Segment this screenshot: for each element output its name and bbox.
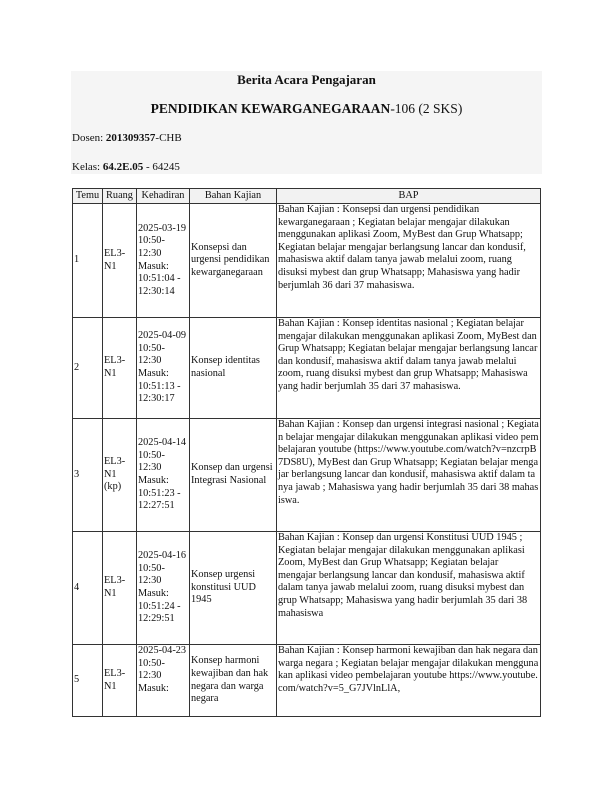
header-ruang: Ruang bbox=[103, 189, 137, 204]
cell-bahan-kajian: Konsepsi dan urgensi pendidikan kewarganegaraan bbox=[190, 204, 277, 318]
cell-kehadiran: 2025-04-23 10:50-12:30 Masuk: bbox=[137, 645, 190, 717]
cell-bap: Bahan Kajian : Konsep dan urgensi integrasi nasional ; Kegiatan belajar mengajar dilakukan menggunakan aplikasi video pembelajaran youtube (https://www.youtube.com/watch?v=nzcrpB7DS8U), MyBest dan Grup Whatsapp; Kegiatan belajar mengajar berlangsung lancar dan kondusif, mahasiswa aktif dalam tanya jawab ; Mahasiswa yang hadir berjumlah 35 dari 38 mahasiswa. bbox=[277, 419, 541, 532]
course-name: PENDIDIKAN KEWARGANEGARAAN bbox=[150, 101, 391, 116]
table-row bbox=[73, 645, 541, 717]
dosen-line bbox=[72, 132, 182, 144]
cell-bap: Bahan Kajian : Konsep dan urgensi Konstitusi UUD 1945 ; Kegiatan belajar mengajar dilakukan menggunakan aplikasi Zoom, MyBest dan Grup Whatsapp; Kegiatan belajar mengajar berlangsung lancar dan kondusif, mahasiswa aktif dalam tanya jawab melalui zoom, ruang disuksi mybest dan grup Whatsapp; Mahasiswa yang hadir berjumlah 35 dari 38 mahasiswa bbox=[277, 532, 541, 645]
kelas-label: Kelas: bbox=[72, 161, 103, 173]
cell-kehadiran: 2025-04-16 10:50-12:30 Masuk: 10:51:24 - 12:29:51 bbox=[137, 532, 190, 645]
table-row bbox=[73, 204, 541, 318]
cell-bahan-kajian: Konsep harmoni kewajiban dan hak negara dan warga negara bbox=[190, 645, 277, 717]
cell-kehadiran: 2025-04-14 10:50-12:30 Masuk: 10:51:23 - 12:27:51 bbox=[137, 419, 190, 532]
cell-ruang: EL3-N1 (kp) bbox=[103, 419, 137, 532]
course-suffix: -106 (2 SKS) bbox=[390, 101, 463, 116]
dosen-label: Dosen: bbox=[72, 132, 106, 144]
dosen-suffix: -CHB bbox=[155, 132, 182, 144]
cell-ruang: EL3-N1 bbox=[103, 532, 137, 645]
table-row bbox=[73, 318, 541, 419]
cell-bahan-kajian: Konsep identitas nasional bbox=[190, 318, 277, 419]
cell-ruang: EL3-N1 bbox=[103, 204, 137, 318]
cell-temu: 1 bbox=[73, 204, 103, 318]
cell-temu: 4 bbox=[73, 532, 103, 645]
kelas-suffix: - 64245 bbox=[143, 161, 180, 173]
kelas-line bbox=[72, 161, 180, 173]
cell-bap: Bahan Kajian : Konsep harmoni kewajiban dan hak negara dan warga negara ; Kegiatan belajar mengajar dilakukan menggunakan aplikasi video pembelajaran youtube https://www.youtube.com/watch?v=5_G7JVlnLlA, bbox=[277, 645, 541, 717]
cell-bap: Bahan Kajian : Konsepsi dan urgensi pendidikan kewarganegaraan ; Kegiatan belajar mengajar dilakukan menggunakan aplikasi Zoom, MyBest dan Grup Whatsapp; Kegiatan belajar mengajar berlangsung lancar dan kondusif, mahasiswa aktif dalam tanya jawab melalui zoom, ruang disuksi mybest dan grup Whatsapp; Mahasiswa yang hadir berjumlah 36 dari 37 mahasiswa. bbox=[277, 204, 541, 318]
cell-bahan-kajian: Konsep urgensi konstitusi UUD 1945 bbox=[190, 532, 277, 645]
table-row bbox=[73, 419, 541, 532]
cell-bap: Bahan Kajian : Konsep identitas nasional ; Kegiatan belajar mengajar dilakukan menggunakan aplikasi Zoom, MyBest dan Grup Whatsapp; Kegiatan belajar mengajar berlangsung lancar dan kondusif, mahasiswa aktif dalam tanya jawab melalui zoom, ruang disuksi mybest dan grup Whatsapp; Mahasiswa yang hadir berjumlah 35 dari 37 mahasiswa. bbox=[277, 318, 541, 419]
dosen-id: 201309357 bbox=[105, 132, 156, 144]
cell-ruang: EL3-N1 bbox=[103, 645, 137, 717]
cell-temu: 2 bbox=[73, 318, 103, 419]
header-kehadiran: Kehadiran bbox=[137, 189, 190, 204]
course-heading bbox=[71, 101, 542, 117]
cell-temu: 3 bbox=[73, 419, 103, 532]
document-title: Berita Acara Pengajaran bbox=[237, 72, 376, 87]
cell-bahan-kajian: Konsep dan urgensi Integrasi Nasional bbox=[190, 419, 277, 532]
header-bahan-kajian: Bahan Kajian bbox=[190, 189, 277, 204]
table-row bbox=[73, 532, 541, 645]
cell-kehadiran: 2025-04-09 10:50-12:30 Masuk: 10:51:13 - 12:30:17 bbox=[137, 318, 190, 419]
kelas-code: 64.2E.05 bbox=[102, 161, 144, 173]
header-temu: Temu bbox=[73, 189, 103, 204]
cell-kehadiran: 2025-03-19 10:50-12:30 Masuk: 10:51:04 - 12:30:14 bbox=[137, 204, 190, 318]
header-bap: BAP bbox=[277, 189, 541, 204]
cell-temu: 5 bbox=[73, 645, 103, 717]
bap-table bbox=[72, 188, 541, 717]
cell-ruang: EL3-N1 bbox=[103, 318, 137, 419]
table-header-row bbox=[73, 189, 541, 204]
